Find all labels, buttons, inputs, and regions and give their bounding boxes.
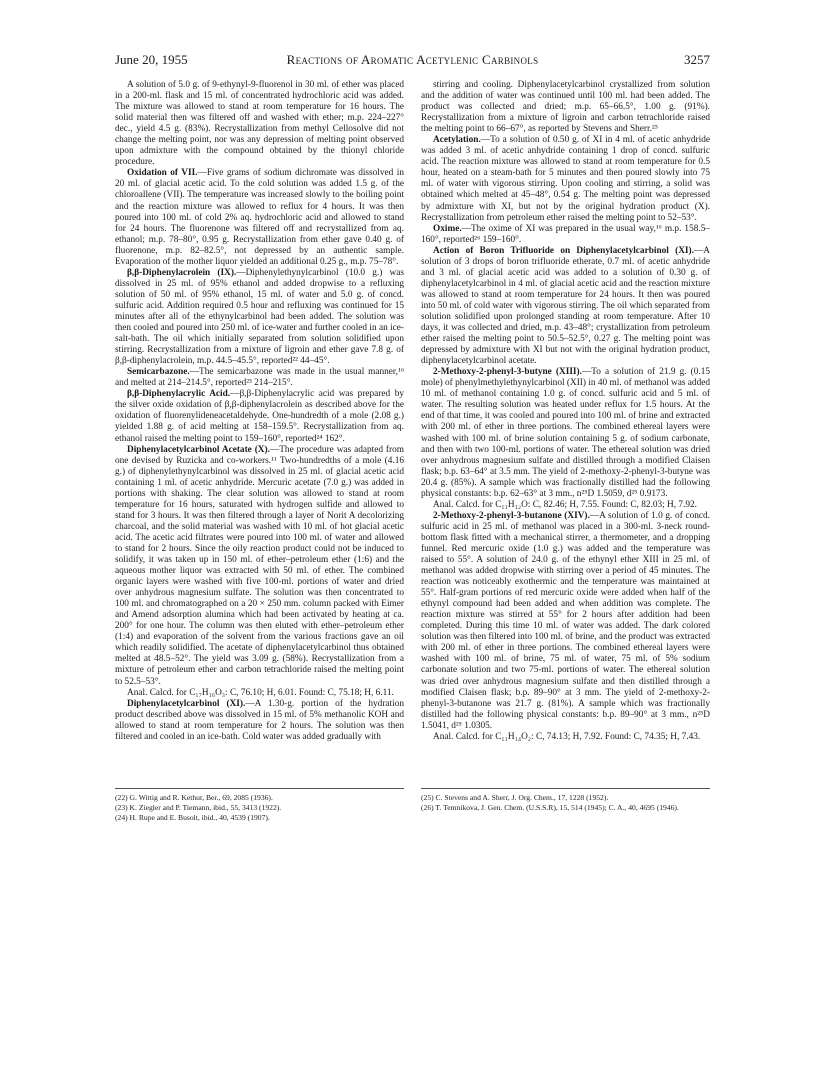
paragraph-text: stirring and cooling. Diphenylacetylcarbinol crystallized from solution and the addition of water was continued until 100 ml. had been added. The product was collected and dried; m.p. 65–66.5°, 1.00 g. (91%). Recrystallization from a mixture of ligroin and carbon tetrachloride raised the melting point to 66–67°, as reported by Stevens and Sherr.²⁵: [421, 80, 710, 135]
paragraph-heading: Oxidation of VII.: [127, 168, 198, 179]
paragraph: [421, 511, 710, 732]
paragraph-heading: Action of Boron Trifluoride on Diphenylacetylcarbinol (XI).: [433, 245, 694, 256]
paragraph: [421, 500, 710, 511]
paragraph-text: —The oxime of XI was prepared in the usual way,¹⁶ m.p. 158.5–160°, reported²⁶ 159–160°.: [421, 223, 710, 245]
right-column: [421, 80, 710, 743]
paragraph-heading: Semicarbazone.: [127, 367, 190, 378]
paragraph-text: —Diphenylethynylcarbinol (10.0 g.) was dissolved in 25 ml. of 95% ethanol and added dropwise to a refluxing solution of 50 ml. of 95% ethanol, 15 ml. of water and 5.0 g. of concd. sulfuric acid. Addition required 0.5 hour and refluxing was continued for 15 minutes after all of the ethynylcarbinol had been added. The solution was then cooled and poured into 250 ml. of ice-water and further cooled in an ice-salt-bath. The oil which initially separated from solution solidified upon stirring. Recrystallization from a mixture of ligroin and ether gave 7.8 g. of β,β-diphenylacrolein, m.p. 44.5–45.5°, reported²² 44–45°.: [115, 267, 405, 367]
footnote: (24) H. Rupe and E. Busolt, ibid., 40, 4539 (1907).: [115, 812, 270, 822]
paragraph-heading: β,β-Diphenylacrolein (IX).: [127, 267, 237, 278]
paragraph-text: —Five grams of sodium dichromate was dissolved in 20 ml. of glacial acetic acid. To the cold solution was added 1.5 g. of the chloroallene (VII). The temperature was increased slowly to the boiling point and the reaction mixture was allowed to reflux for 4 hours. It was then poured into 100 ml. of cold 2% aq. hydrochloric acid and allowed to stand for 24 hours. The fluorenone was filtered off and recrystallized from aq. ethanol; m.p. 78–80°, 0.95 g. Recrystallization from ether gave 0.40 g. of fluorenone, m.p. 82–82.5°, not depressed by an authentic sample. Evaporation of the mother liquor yielded an additional 0.25 g., m.p. 75–78°.: [115, 168, 405, 267]
paragraph-heading: Acetylation.: [433, 135, 481, 146]
issue-date: June 20, 1955: [115, 52, 188, 67]
paragraph: [421, 367, 710, 500]
footnote-rule-left: [115, 788, 404, 789]
footnotes-left: [115, 793, 404, 822]
paragraph-text: —The procedure was adapted from one devised by Ruzicka and co-workers.¹¹ Two-hundredths of a mole (4.16 g.) of diphenylethynylcarbinol was dissolved in 25 ml. of glacial acetic acid containing 1 ml. of acetic anhydride. Mercuric acetate (7.0 g.) was added in portions with shaking. The clear solution was allowed to stand at room temperature for 16 hours, saturated with hydrogen sulfide and allowed to stand for 3 hours. It was then filtered through a layer of Norit A decolorizing charcoal, and the solid material was washed with 10 ml. of hot glacial acetic acid. The acetic acid filtrates were poured into 100 ml. of water and allowed to stand for 2 hours. Since the oily reaction product could not be induced to solidify, it was taken up in 150 ml. of ether–petroleum ether (1:6) and the aqueous mother liquor was extracted with 50 ml. of ether. The combined organic layers were washed with five 100-ml. portions of water and dried over anhydrous magnesium sulfate. The solution was then concentrated to 100 ml. and chromatographed on a 20 × 250 mm. column packed with Eimer and Amend adsorption alumina which had been activated by heating at ca. 200° for one hour. The column was then eluted with ether–petroleum ether (1:4) and evaporation of the solvent from the various fractions gave an oil which readily solidified. The acetate of diphenylacetylcarbinol thus obtained melted at 48.5–52°. The yield was 3.09 g. (58%). Recrystallization from a mixture of petroleum ether and carbon tetrachloride raised the melting point to 52.5–53°.: [115, 444, 404, 687]
paragraph: [421, 80, 710, 135]
paragraph-heading: 2-Methoxy-2-phenyl-3-butanone (XIV).: [433, 510, 590, 521]
paragraph-text: Anal. Calcd. for C₁₁H₁₄O₂: C, 74.13; H, 7.92. Found: C, 74.35; H, 7.43.: [433, 731, 701, 742]
paragraph-text: —β,β-Diphenylacrylic acid was prepared by the silver oxide oxidation of β,β-diphenylacrolein as described above for the oxidation of fluorenylideneacetaldehyde. One-hundredth of a mole (2.08 g.) yielded 1.88 g. of acid melting at 158–159.5°. Recrystallization from aq. ethanol raised the melting point to 159–160°, reported²⁴ 162°.: [115, 389, 404, 444]
paragraph-heading: Diphenylacetylcarbinol Acetate (X).: [127, 444, 270, 455]
running-title: Reactions of Aromatic Acetylenic Carbinols: [286, 52, 539, 67]
paragraph-text: Anal. Calcd. for C₁₁H₁₂O: C, 82.46; H, 7.55. Found: C, 82.03; H, 7.92.: [433, 499, 697, 510]
page-number: 3257: [684, 52, 710, 67]
footnote-rule-right: [421, 788, 710, 789]
paragraph: [115, 168, 404, 267]
paragraph-text: —To a solution of 0.50 g. of XI in 4 ml. of acetic anhydride was added 3 ml. of acetic anhydride containing 1 drop of concd. sulfuric acid. The reaction mixture was allowed to stand at room temperature for 0.5 hour, heated on a steam-bath for 5 minutes and then poured slowly into 75 ml. of water with vigorous stirring. Upon cooling and stirring, a solid was obtained which melted at 45–48°, 0.54 g. The melting point was depressed by admixture with XI, but not by the original hydration product (X). Recrystallization from petroleum ether raised the melting point to 52–53°.: [421, 135, 710, 223]
paragraph: [421, 135, 710, 223]
left-column: [115, 80, 404, 743]
paragraph: [421, 224, 710, 246]
paragraph: [115, 699, 404, 743]
paragraph-text: —A solution of 3 drops of boron trifluoride etherate, 0.7 ml. of acetic anhydride and 3 ml. of glacial acetic acid was added to a solution of 0.30 g. of diphenylacetylcarbinol in 4 ml. of glacial acetic acid and the reaction mixture was allowed to stand at room temperature for 24 hours. It then was poured into 50 ml. of cold water with vigorous stirring. The oil which separated from solution solidified upon prolonged standing at room temperature. After 10 days, it was collected and dried, m.p. 43–48°; crystallization from petroleum ether raised the melting point to 50.5–52.5°, 0.27 g. The melting point was depressed by admixture with XI but not with the original hydration product, diphenylacetylcarbinol acetate.: [421, 245, 710, 367]
paragraph-text: A solution of 5.0 g. of 9-ethynyl-9-fluorenol in 30 ml. of ether was placed in a 200-ml. flask and 15 ml. of concentrated hydrochloric acid was added. The mixture was allowed to stand at room temperature for 16 hours. The solid material then was filtered off and washed with ether; m.p. 224–227° dec., yield 4.5 g. (83%). Recrystallization from methyl Cellosolve did not change the melting point, nor was any depression of melting point observed upon admixture with the compound obtained by the thionyl chloride procedure.: [115, 80, 404, 168]
paragraph: [115, 268, 404, 367]
paragraph-text: —To a solution of 21.9 g. (0.15 mole) of phenylmethylethynylcarbinol (XII) in 40 ml. of methanol was added 10 ml. of methanol containing 1.0 g. of concd. sulfuric acid and 5 ml. of water. The resulting solution was heated under reflux for 1.5 hours. At the end of that time, it was cooled and poured into 100 ml. of brine and extracted with 200 ml. of ether in three portions. The combined ethereal layers were washed with 100 ml. of brine solution containing 5 g. of sodium carbonate, and then with two 100-ml. portions of water. The ethereal solution was dried over anhydrous magnesium sulfate and distilled through a modified Claisen flask; b.p. 63–64° at 3.5 mm. The yield of 2-methoxy-2-phenyl-3-butyne was 20.4 g. (85%). A sample which was fractionally distilled had the following physical constants: b.p. 62–63° at 3 mm., n²⁵D 1.5059, d²⁵ 0.9173.: [421, 367, 711, 499]
footnote: (25) C. Stevens and A. Sherr, J. Org. Chem., 17, 1228 (1952).: [421, 793, 609, 802]
paragraph-text: —A solution of 1.0 g. of concd. sulfuric acid in 25 ml. of methanol was placed in a 300-ml. 3-neck round-bottom flask fitted with a mechanical stirrer, a thermometer, and a dropping funnel. Red mercuric oxide (1.0 g.) was added and the temperature was raised to 55°. A solution of 24.0 g. of the ethynyl ether XIII in 25 ml. of methanol was added dropwise with stirring over a period of 45 minutes. The reaction was noticeably exothermic and the temperature was maintained at 55°. Half-gram portions of red mercuric oxide were added when half of the ethynyl compound had been added and when addition was complete. The reaction mixture was stirred at 55° for 2 hours after addition had been completed. During this time 10 ml. of water was added. The dark colored solution was then filtered into 100 ml. of brine, and the product was extracted with 200 ml. of ether in three portions. The combined ethereal layers were washed with 100 ml. of brine, 75 ml. of water, 75 ml. of 5% sodium carbonate solution and two 75-ml. portions of water. The ethereal solution was dried over anhydrous magnesium sulfate and then distilled through a modified Claisen flask; b.p. 89–90° at 3 mm. The yield of 2-methoxy-2-phenyl-3-butanone was 21.7 g. (81%). A sample which was fractionally distilled had the following physical constants: b.p. 89–90° at 3 mm., n²⁵D 1.5041, d²⁵ 1.0305.: [421, 510, 710, 731]
paragraph-heading: Diphenylacetylcarbinol (XI).: [127, 698, 246, 709]
paragraph: [115, 688, 404, 699]
paragraph-text: —A 1.30-g. portion of the hydration product described above was dissolved in 15 ml. of 5% methanolic KOH and allowed to stand at room temperature for 2 hours. The solution was then filtered and cooled in an ice-bath. Cold water was added gradually with: [115, 698, 405, 742]
paragraph-heading: Oxime.: [433, 223, 462, 234]
footnote: (23) K. Ziegler and P. Tiemann, ibid., 55, 3413 (1922).: [115, 802, 282, 812]
paragraph: [115, 389, 404, 444]
paragraph: [115, 445, 404, 688]
paragraph: [421, 246, 710, 368]
paragraph: [115, 80, 404, 168]
paragraph-text: Anal. Calcd. for C₁₇H₁₆O₃: C, 76.10; H, 6.01. Found: C, 75.18; H, 6.11.: [127, 687, 394, 698]
footnote: (22) G. Wittig and R. Kethur, Ber., 69, 2085 (1936).: [115, 793, 273, 802]
paragraph-heading: β,β-Diphenylacrylic Acid.: [127, 389, 231, 400]
paragraph-heading: 2-Methoxy-2-phenyl-3-butyne (XIII).: [433, 367, 582, 378]
paragraph: [421, 732, 710, 743]
paragraph-text: —The semicarbazone was made in the usual manner,¹⁶ and melted at 214–214.5°, reported²³ 214–215°.: [115, 367, 404, 389]
running-header: [115, 52, 710, 68]
footnotes-right: [421, 793, 710, 813]
paragraph: [115, 367, 404, 389]
footnote: (26) T. Temnikova, J. Gen. Chem. (U.S.S.R), 15, 514 (1945); C. A., 40, 4695 (1946).: [421, 802, 679, 812]
